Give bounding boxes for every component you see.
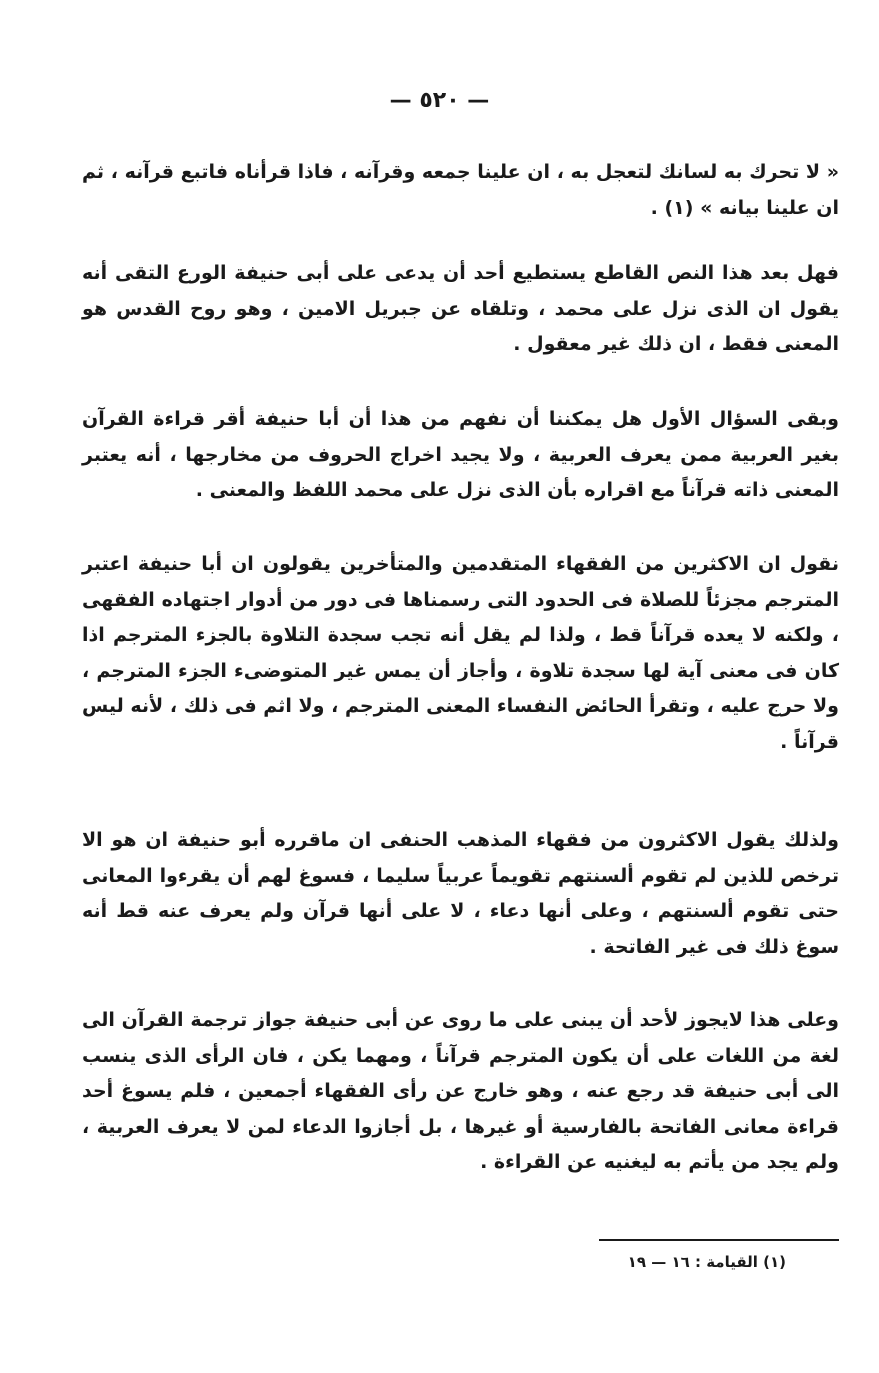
paragraph-text: وعلى هذا لايجوز لأحد أن يبنى على ما روى عن أبى حنيفة جواز ترجمة القرآن الى لغة من اللغات على أن يكون المترجم قرآناً ، ومهما يكن ، فان الرأى الذى ينسب الى أبى حنيفة قد رجع عنه ، وهو خارج عن رأى الفقهاء أجمعين ، فلم يسوغ أحد قراءة معانى الفاتحة بالفارسية أو غيرها ، بل أجازوا الدعاء لمن لا يعرف العربية ، ولم يجد من يأتم به ليغنيه عن القراءة . bbox=[82, 1009, 839, 1173]
paragraph-text: نقول ان الاكثرين من الفقهاء المتقدمين والمتأخرين يقولون ان أبا حنيفة اعتبر المترجم مجزئاً للصلاة فى الحدود التى رسمناها فى دور من أدوار اجتهاده الفقهى ، ولكنه لا يعده قرآناً قط ، ولذا لم يقل أنه تجب سجدة التلاوة بالجزء المترجم اذا كان فى معنى آية لها سجدة تلاوة ، وأجاز أن يمس غير المتوضىء الجزء المترجم ، ولا حرج عليه ، وتقرأ الحائض النفساء المعنى المترجم ، ولا اثم فى ذلك ، لأنه ليس قرآناً . bbox=[82, 553, 839, 753]
paragraph-text: « لا تحرك به لسانك لتعجل به ، ان علينا جمعه وقرآنه ، فاذا قرأناه فاتبع قرآنه ، ثم ان علينا بيانه » (١) . bbox=[82, 161, 839, 219]
paragraph-1 bbox=[82, 256, 839, 363]
page-number: — ٥٢٠ — bbox=[389, 88, 490, 113]
paragraph-text: فهل بعد هذا النص القاطع يستطيع أحد أن يدعى على أبى حنيفة الورع التقى أنه يقول ان الذى نزل على محمد ، وتلقاه عن جبريل الامين ، وهو روح القدس هو المعنى فقط ، ان ذلك غير معقول . bbox=[82, 262, 839, 355]
paragraph-3 bbox=[82, 547, 839, 760]
paragraph-5 bbox=[82, 1003, 839, 1181]
paragraph-4 bbox=[82, 823, 839, 965]
paragraph-text: وبقى السؤال الأول هل يمكننا أن نفهم من هذا أن أبا حنيفة أقر قراءة القرآن بغير العربية ممن يعرف العربية ، ولا يجيد اخراج الحروف من مخارجها ، أنه يعتبر المعنى ذاته قرآناً مع اقراره بأن الذى نزل على محمد اللفظ والمعنى . bbox=[82, 408, 839, 501]
paragraph-2 bbox=[82, 402, 839, 509]
paragraph-text: ولذلك يقول الاكثرون من فقهاء المذهب الحنفى ان ماقرره أبو حنيفة ان هو الا ترخص للذين لم تقوم ألسنتهم تقويماً عربياً سليما ، فسوغ لهم أن يقرءوا المعانى حتى تقوم ألسنتهم ، وعلى أنها دعاء ، لا على أنها قرآن ولم يعرف عنه قط أنه سوغ ذلك فى غير الفاتحة . bbox=[82, 829, 839, 958]
paragraph-quran-quote bbox=[82, 155, 839, 226]
footnote-divider bbox=[599, 1239, 839, 1241]
footnote: (١) القيامة : ١٦ — ١٩ bbox=[627, 1253, 786, 1271]
